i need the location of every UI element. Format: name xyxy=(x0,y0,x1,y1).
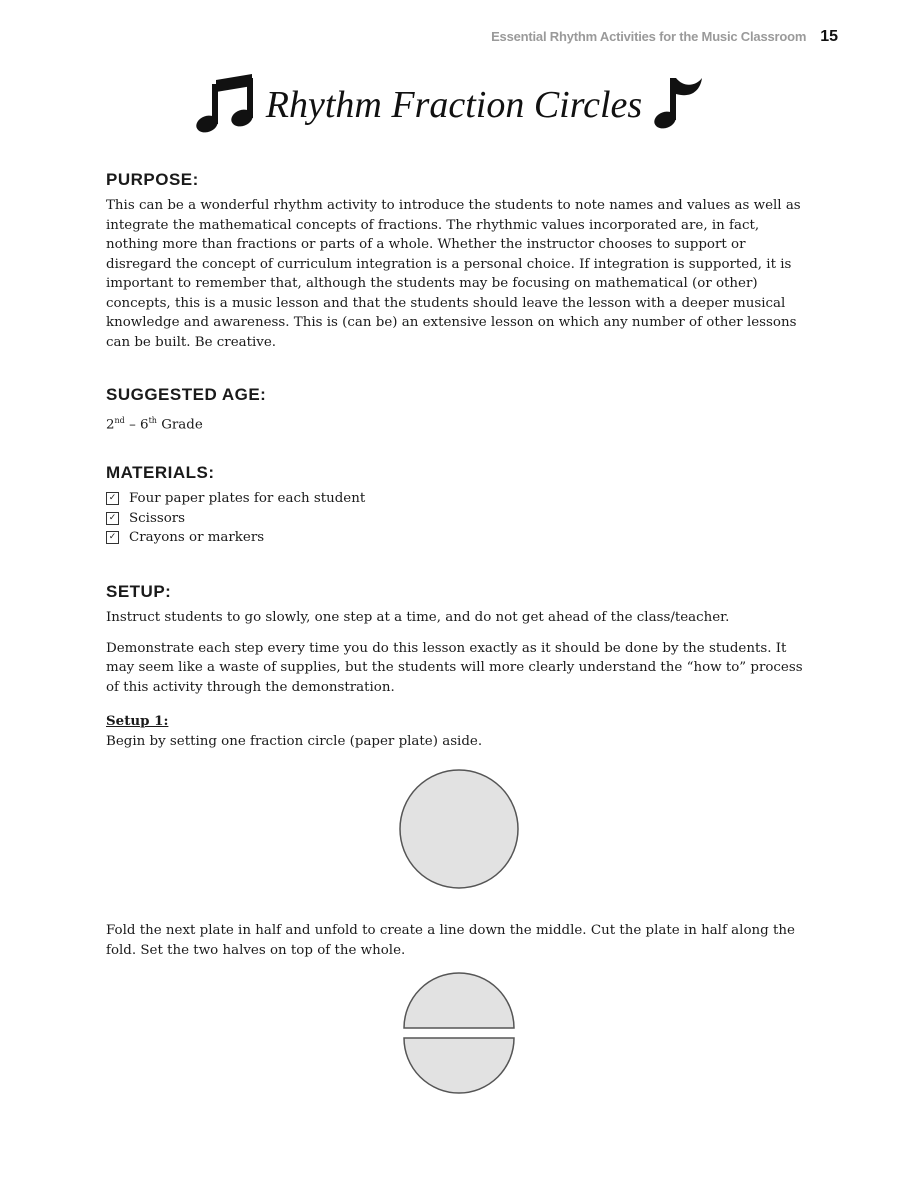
list-item: ✓ Scissors xyxy=(106,509,806,529)
fold-instructions xyxy=(106,921,806,960)
whole-plate-figure xyxy=(398,768,520,894)
page-number: 15 xyxy=(820,28,838,45)
eighth-note-icon xyxy=(650,72,706,138)
materials-heading: MATERIALS: xyxy=(106,463,215,482)
setup-1-text: Begin by setting one fraction circle (paper plate) aside. xyxy=(106,733,483,749)
materials-section xyxy=(106,463,806,548)
book-title: Essential Rhythm Activities for the Music Classroom xyxy=(491,29,807,44)
checked-box-icon: ✓ xyxy=(106,492,119,505)
purpose-heading: PURPOSE: xyxy=(106,170,199,189)
suggested-age-text: 2nd – 6th Grade xyxy=(106,416,203,433)
setup-heading: SETUP: xyxy=(106,582,172,601)
purpose-section xyxy=(106,170,806,352)
checked-box-icon: ✓ xyxy=(106,512,119,525)
page-title xyxy=(0,72,900,138)
suggested-age-section xyxy=(106,385,806,435)
suggested-age-heading: SUGGESTED AGE: xyxy=(106,385,267,404)
fold-text: Fold the next plate in half and unfold to create a line down the middle. Cut the plate in half along the fold. Set the two halves on top of the whole. xyxy=(106,923,795,958)
setup-section xyxy=(106,582,806,751)
halves-plate-figure xyxy=(402,968,516,1100)
checked-box-icon: ✓ xyxy=(106,531,119,544)
setup-1-heading: Setup 1: xyxy=(106,713,169,729)
beamed-eighth-notes-icon xyxy=(194,72,258,138)
running-header xyxy=(491,28,838,46)
setup-paragraph-1: Instruct students to go slowly, one step at a time, and do not get ahead of the class/teacher. xyxy=(106,610,730,625)
list-item: ✓ Crayons or markers xyxy=(106,528,806,548)
materials-list xyxy=(106,489,806,548)
purpose-text: This can be a wonderful rhythm activity to introduce the students to note names and values as well as integrate the mathematical concepts of fractions. The rhythmic values incorporated are, in fact, nothing more than fractions or parts of a whole. Whether the instructor chooses to support or disregard the concept of curriculum integration is a personal choice. If integration is supported, it is important to remember that, although the students may be focusing on mathematical (or other) concepts, this is a music lesson and that the students should leave the lesson with a deeper musical knowledge and awareness. This is (can be) an extensive lesson on which any number of other lessons can be built. Be creative. xyxy=(106,198,801,350)
list-item: ✓ Four paper plates for each student xyxy=(106,489,806,509)
setup-paragraph-2: Demonstrate each step every time you do this lesson exactly as it should be done by the students. It may seem like a waste of supplies, but the students will more clearly understand the “how to” process of this activity through the demonstration. xyxy=(106,640,803,695)
title-text: Rhythm Fraction Circles xyxy=(265,84,643,126)
